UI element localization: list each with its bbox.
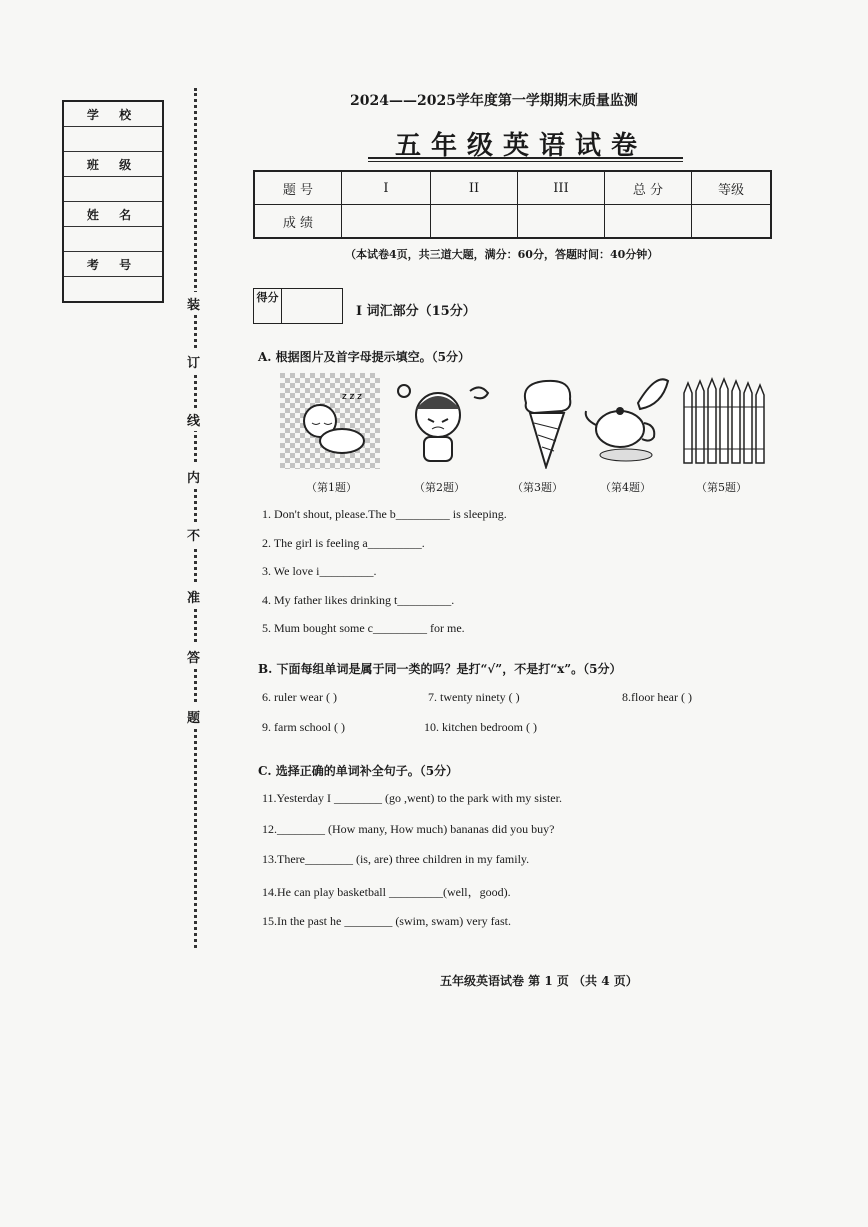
binding-char: 题 xyxy=(187,705,200,728)
score-cell[interactable] xyxy=(605,205,692,239)
question-7: 7. twenty ninety ( ) xyxy=(428,690,520,704)
binding-char: 订 xyxy=(187,350,200,373)
student-info-table xyxy=(62,100,164,303)
question-11: 11.Yesterday I ________ (go ,went) to the park with my sister. xyxy=(262,791,562,805)
score-header-cell: 总 分 xyxy=(605,171,692,205)
question-3: 3. We love i_________. xyxy=(262,564,377,578)
binding-dotted-line xyxy=(194,88,197,948)
info-label-name: 姓 名 xyxy=(64,202,162,227)
picture-caption: （第3题） xyxy=(512,481,563,494)
question-5: 5. Mum bought some c_________ for me. xyxy=(262,621,465,635)
question-1: 1. Don't shout, please.The b_________ is sleeping. xyxy=(262,507,507,521)
score-row-label: 成 绩 xyxy=(254,205,342,239)
picture-caption: （第1题） xyxy=(306,481,357,494)
info-label-school: 学 校 xyxy=(64,102,162,127)
title-underline xyxy=(368,161,683,162)
score-table xyxy=(253,170,772,239)
binding-char: 内 xyxy=(187,465,200,488)
question-2: 2. The girl is feeling a_________. xyxy=(262,536,425,550)
exam-title: 2024——2025学年度第一学期期末质量监测 xyxy=(350,93,638,109)
info-field-class[interactable] xyxy=(64,177,162,202)
part1-title: I 词汇部分（15分） xyxy=(356,304,476,319)
ice-cream-picture xyxy=(512,373,582,469)
question-6: 6. ruler wear ( ) xyxy=(262,690,337,704)
score-box[interactable] xyxy=(253,288,343,324)
binding-char: 答 xyxy=(187,645,200,668)
score-cell[interactable] xyxy=(518,205,605,239)
exam-note: （本试卷4页，共三道大题，满分：60分，答题时间：40分钟） xyxy=(345,248,659,261)
question-8: 8.floor hear ( ) xyxy=(622,690,692,704)
binding-char: 装 xyxy=(187,292,200,315)
info-label-class: 班 级 xyxy=(64,152,162,177)
question-10: 10. kitchen bedroom ( ) xyxy=(424,720,537,734)
question-9: 9. farm school ( ) xyxy=(262,720,345,734)
binding-char: 准 xyxy=(187,585,200,608)
question-15: 15.In the past he ________ (swim, swam) very fast. xyxy=(262,914,511,928)
sectionA-title: A. 根据图片及首字母提示填空。（5分） xyxy=(258,350,471,364)
info-field-school[interactable] xyxy=(64,127,162,152)
question-12: 12.________ (How many, How much) bananas did you buy? xyxy=(262,822,555,836)
teapot-picture xyxy=(582,373,672,469)
score-cell[interactable] xyxy=(431,205,518,239)
score-cell[interactable] xyxy=(692,205,772,239)
score-header-cell: III xyxy=(518,171,605,205)
question-14: 14.He can play basketball _________(well，good). xyxy=(262,885,511,899)
binding-char: 线 xyxy=(187,408,200,431)
sectionB-title: B. 下面每组单词是属于同一类的吗？是打“√”，不是打“x”。（5分） xyxy=(258,662,622,676)
baby-sleeping-picture xyxy=(280,373,380,469)
sectionC-title: C. 选择正确的单词补全句子。（5分） xyxy=(258,764,459,778)
binding-char: 不 xyxy=(187,523,200,546)
score-cell[interactable] xyxy=(342,205,431,239)
angry-girl-picture xyxy=(388,373,498,469)
score-header-cell: II xyxy=(431,171,518,205)
question-13: 13.There________ (is, are) three children in my family. xyxy=(262,852,530,866)
score-header-cell: 等级 xyxy=(692,171,772,205)
question-4: 4. My father likes drinking t_________. xyxy=(262,593,455,607)
info-field-exam-number[interactable] xyxy=(64,277,162,301)
page-footer: 五年级英语试卷 第 1 页 （共 4 页） xyxy=(440,974,638,988)
crayons-picture xyxy=(680,373,766,469)
info-label-exam-number: 考 号 xyxy=(64,252,162,277)
score-box-label: 得分 xyxy=(254,289,282,323)
picture-caption: （第4题） xyxy=(600,481,651,494)
title-underline xyxy=(368,157,683,159)
picture-caption: （第5题） xyxy=(696,481,747,494)
info-field-name[interactable] xyxy=(64,227,162,252)
paper-title: 五年级英语试卷 xyxy=(395,131,648,161)
score-header-cell: I xyxy=(342,171,431,205)
picture-caption: （第2题） xyxy=(414,481,465,494)
score-header-cell: 题 号 xyxy=(254,171,342,205)
svg-text:z z z: z z z xyxy=(342,392,362,402)
